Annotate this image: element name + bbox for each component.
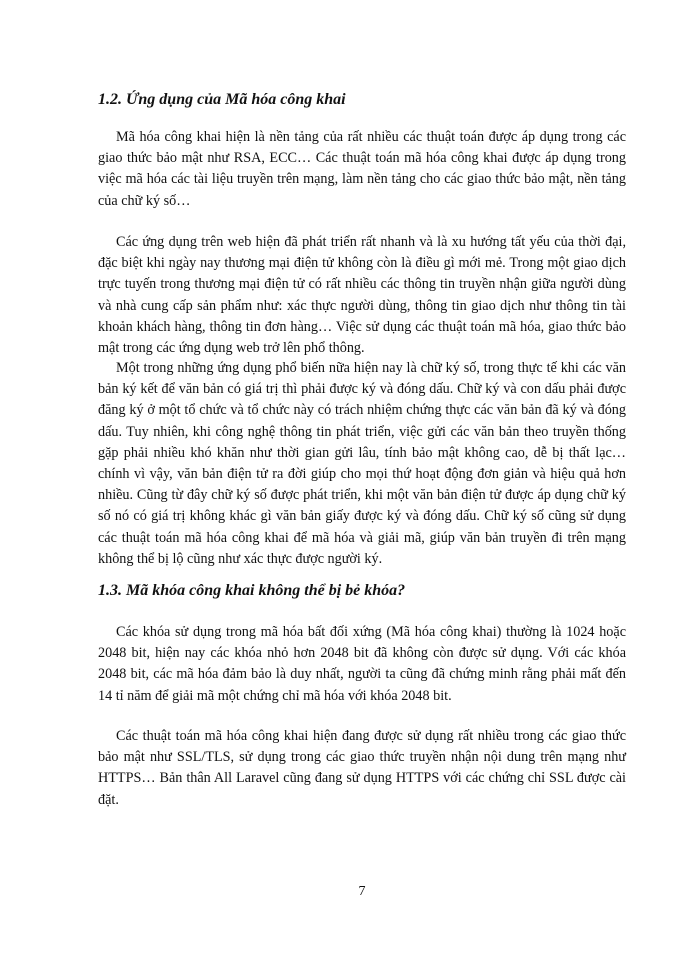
page-number: 7: [358, 884, 366, 899]
paragraph: Các khóa sử dụng trong mã hóa bất đối xứng (Mã hóa công khai) thường là 1024 hoặc 2048 bit, hiện nay các khóa nhỏ hơn 2048 bit đã không còn được sử dụng. Với các khóa 2048 bit, các mã hóa đảm bảo là duy nhất, người ta cũng đã chứng minh rằng phải mất đến 14 tỉ năm để giải mã một chứng chỉ mã hóa với khóa 2048 bit.: [98, 624, 626, 704]
paragraph: Các thuật toán mã hóa công khai hiện đang được sử dụng rất nhiều trong các giao thức bảo mật như SSL/TLS, sử dụng trong các giao thức truyền nhận nội dung trên mạng như HTTPS… Bản thân All Laravel cũng đang sử dụng HTTPS với các chứng chỉ SSL được cài đặt.: [98, 728, 626, 808]
paragraph: Mã hóa công khai hiện là nền tảng của rất nhiều các thuật toán được áp dụng trong các giao thức bảo mật như RSA, ECC… Các thuật toán mã hóa công khai được áp dụng trong việc mã hóa các tài liệu truyền trên mạng, làm nền tảng cho các giao thức bảo mật, nền tảng của chữ ký số…: [98, 129, 626, 209]
section-heading-1-3: 1.3. Mã khóa công khai không thể bị bẻ khóa?: [98, 582, 406, 599]
section-heading-1-2: 1.2. Ứng dụng của Mã hóa công khai: [98, 91, 346, 108]
paragraph: Các ứng dụng trên web hiện đã phát triển rất nhanh và là xu hướng tất yếu của thời đại, đặc biệt khi ngày nay thương mại điện tử không còn là điều gì mới mẻ. Trong một giao dịch trực tuyến trong thương mại điện tử có rất nhiều các thông tin truyền nhận giữa người dùng và nhà cung cấp sản phẩm như: xác thực người dùng, thông tin giao dịch như thông tin tài khoản khách hàng, thông tin đơn hàng… Việc sử dụng các thuật toán mã hóa, giao thức bảo mật trong các ứng dụng web trở lên phổ thông.: [98, 234, 626, 357]
paragraph: Một trong những ứng dụng phổ biến nữa hiện nay là chữ ký số, trong thực tế khi các văn bản ký kết để văn bản có giá trị thì phải được ký và đóng dấu. Chữ ký và con dấu phải được đăng ký ở một tổ chức và tổ chức này có trách nhiệm chứng thực các văn bản đã ký và đóng dấu. Tuy nhiên, khi công nghệ thông tin phát triển, việc gửi các văn bản theo truyền thống gặp phải nhiều khó khăn như thời gian gửi lâu, tính bảo mật không cao, dễ bị thất lạc… chính vì vậy, văn bản điện tử ra đời giúp cho mọi thứ hoạt động đơn giản và hiệu quả hơn nhiều. Cũng từ đây chữ ký số được phát triển, khi một văn bản điện tử được áp dụng chữ ký số nó có giá trị không khác gì văn bản giấy được ký và đóng dấu. Chữ ký số cũng sử dụng các thuật toán mã hóa công khai để mã hóa và giải mã, giúp văn bản truyền đi trên mạng không thể bị lộ cũng như xác thực được người ký.: [98, 360, 626, 567]
